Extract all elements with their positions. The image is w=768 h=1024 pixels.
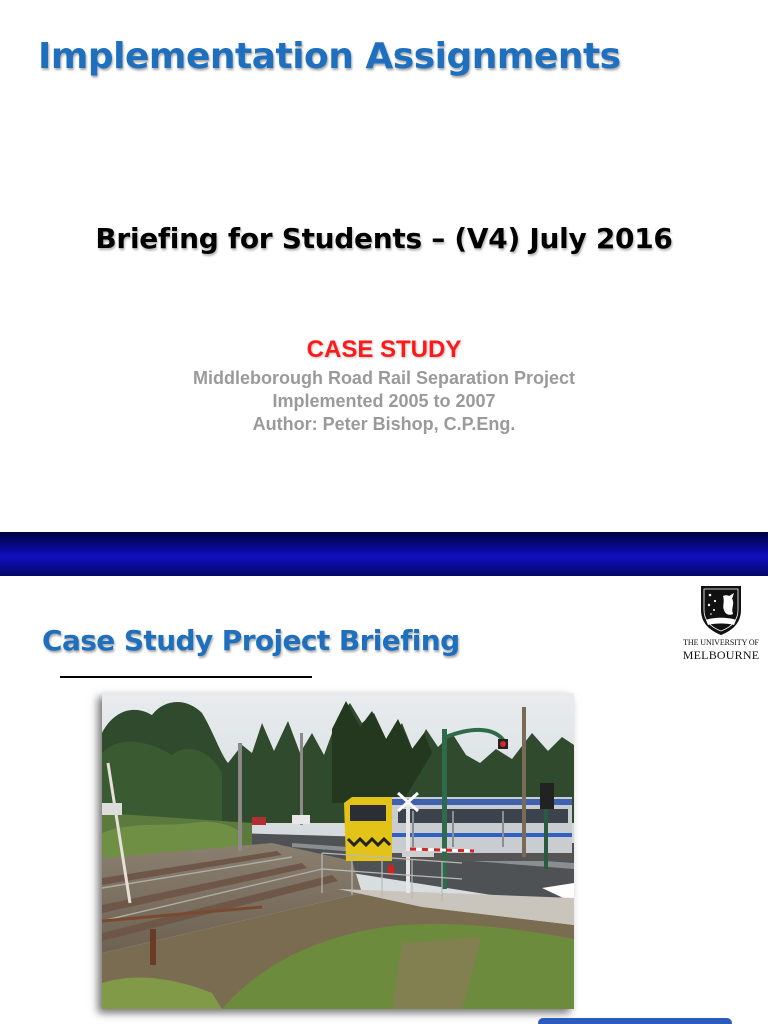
slide-divider-band [0, 532, 768, 576]
logo-text-line2: MELBOURNE [682, 648, 760, 662]
title-underline [60, 676, 312, 678]
briefing-title: Case Study Project Briefing [42, 624, 460, 657]
photo-illustration [102, 693, 574, 1009]
level-crossing-photo [102, 693, 574, 1009]
slide-corner-tab [538, 1018, 732, 1024]
implementation-dates: Implemented 2005 to 2007 [272, 391, 496, 411]
logo-text-line1: THE UNIVERSITY OF [683, 638, 759, 647]
author-line: Author: Peter Bishop, C.P.Eng. [252, 414, 516, 434]
slide-title: Implementation Assignments [38, 36, 621, 77]
project-name: Middleborough Road Rail Separation Project [192, 368, 576, 388]
university-crest-icon [698, 584, 744, 636]
university-logo [680, 584, 762, 664]
slide-subtitle: Briefing for Students – (V4) July 2016 [95, 222, 673, 255]
case-study-heading: CASE STUDY [306, 336, 462, 363]
